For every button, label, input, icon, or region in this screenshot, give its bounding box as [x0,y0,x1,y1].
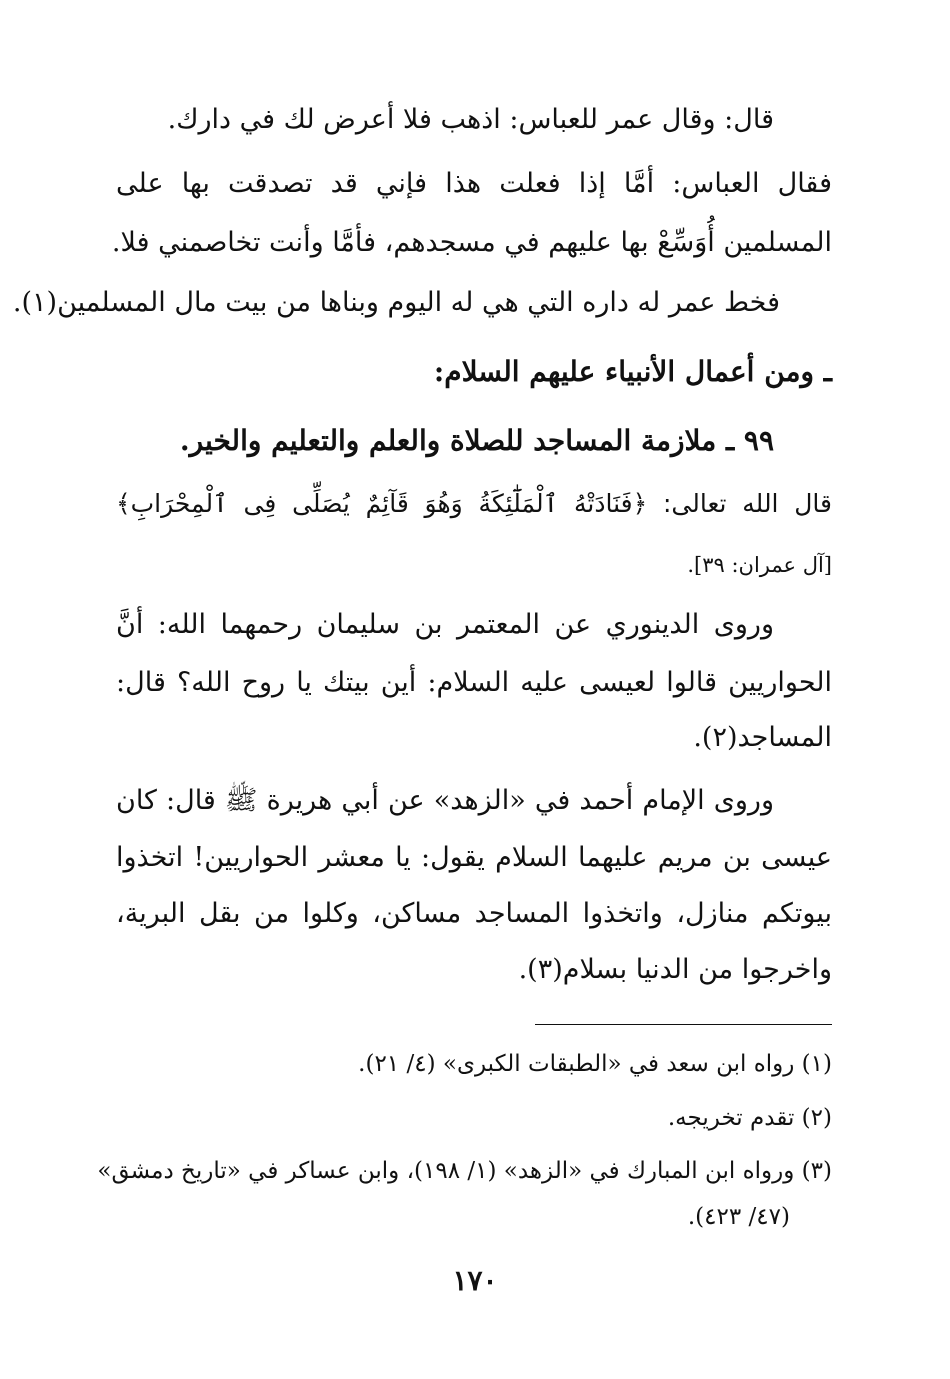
footnote-2: (٢) تقدم تخريجه. [667,1105,832,1131]
text-line-3: المسلمين أُوَسِّعْ بها عليهم في مسجدهم، فأمَّا وأنت تخاصمني فلا. [111,227,832,258]
text-line-1: قال: وقال عمر للعباس: اذهب فلا أعرض لك في دارك. [167,104,774,135]
text-line-14: بيوتكم منازل، واتخذوا المساجد مساكن، وكلوا من بقل البرية، [116,898,832,929]
footnote-3-continued: (٤٧/ ٤٢٣). [687,1204,790,1230]
text-line-11: المساجد(٢). [693,722,832,753]
text-line-4: فخط عمر له داره التي هي له اليوم وبناها من بيت مال المسلمين(١). [12,287,780,318]
text-line-13: عيسى بن مريم عليهما السلام يقول: يا معشر الحواريين! اتخذوا [116,842,832,873]
text-line-15: واخرجوا من الدنيا بسلام(٣). [518,954,832,985]
text-line-10: الحواريين قالوا لعيسى عليه السلام: أين بيتك يا روح الله؟ قال: [116,667,832,698]
text-line-2: فقال العباس: أمَّا إذا فعلت هذا فإني قد تصدقت بها على [116,168,832,199]
quran-verse-line: قال الله تعالى: ﴿فَنَادَتْهُ ٱلْمَلَٰٓئِكَةُ وَهُوَ قَآئِمٌ يُصَلِّى فِى ٱلْمِحْرَابِ﴾ [116,489,832,518]
text-line-9: وروى الدينوري عن المعتمر بن سليمان رحمهما الله: أنَّ [116,609,774,640]
footnote-3: (٣) ورواه ابن المبارك في «الزهد» (١/ ١٩٨)، وابن عساكر في «تاريخ دمشق» [97,1158,832,1184]
page-number: ١٧٠ [452,1264,498,1297]
subsection-heading: ٩٩ ـ ملازمة المساجد للصلاة والعلم والتعليم والخير. [179,424,774,457]
footnote-1: (١) رواه ابن سعد في «الطبقات الكبرى» (٤/ ٢١). [358,1051,832,1077]
footnote-separator [535,1024,832,1025]
verse-reference: [آل عمران: ٣٩]. [687,553,832,577]
section-heading: ـ ومن أعمال الأنبياء عليهم السلام: [433,355,832,388]
text-line-12: وروى الإمام أحمد في «الزهد» عن أبي هريرة ﷺ قال: كان [116,785,774,816]
